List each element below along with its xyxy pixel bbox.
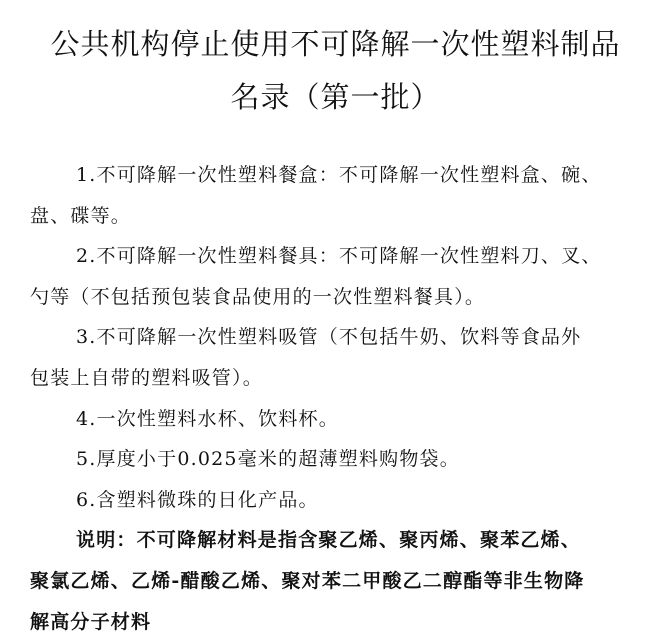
document-body [30,155,645,642]
paragraph-line: 2.不可降解一次性塑料餐具：不可降解一次性塑料刀、叉、 [76,245,602,268]
item-3 [30,317,645,398]
paragraph-line: 解高分子材料 [30,610,152,633]
paragraph-line: 盘、碟等。 [30,204,132,227]
paragraph-line: 包装上自带的塑料吸管）。 [30,366,263,389]
paragraph-line: 3.不可降解一次性塑料吸管（不包括牛奶、饮料等食品外 [76,326,582,349]
paragraph-line: 勺等（不包括预包装食品使用的一次性塑料餐具）。 [30,285,486,308]
note-paragraph [30,520,645,642]
paragraph-line: 5.厚度小于0.025毫米的超薄塑料购物袋。 [76,448,460,471]
paragraph-line: 聚氯乙烯、乙烯-醋酸乙烯、聚对苯二甲酸乙二醇酯等非生物降 [30,569,585,592]
document-title-line-1: 公共机构停止使用不可降解一次性塑料制品 [50,27,621,61]
item-6 [30,480,645,521]
paragraph-line: 4.一次性塑料水杯、饮料杯。 [76,407,339,430]
document-title-line-2: 名录（第一批） [230,80,441,114]
paragraph-line: 6.含塑料微珠的日化产品。 [76,488,319,511]
item-5 [30,439,645,480]
paragraph-line: 说明：不可降解材料是指含聚乙烯、聚丙烯、聚苯乙烯、 [76,529,582,552]
item-2 [30,236,645,317]
item-1 [30,155,645,236]
item-4 [30,399,645,440]
paragraph-line: 1.不可降解一次性塑料餐盒：不可降解一次性塑料盒、碗、 [76,164,602,186]
